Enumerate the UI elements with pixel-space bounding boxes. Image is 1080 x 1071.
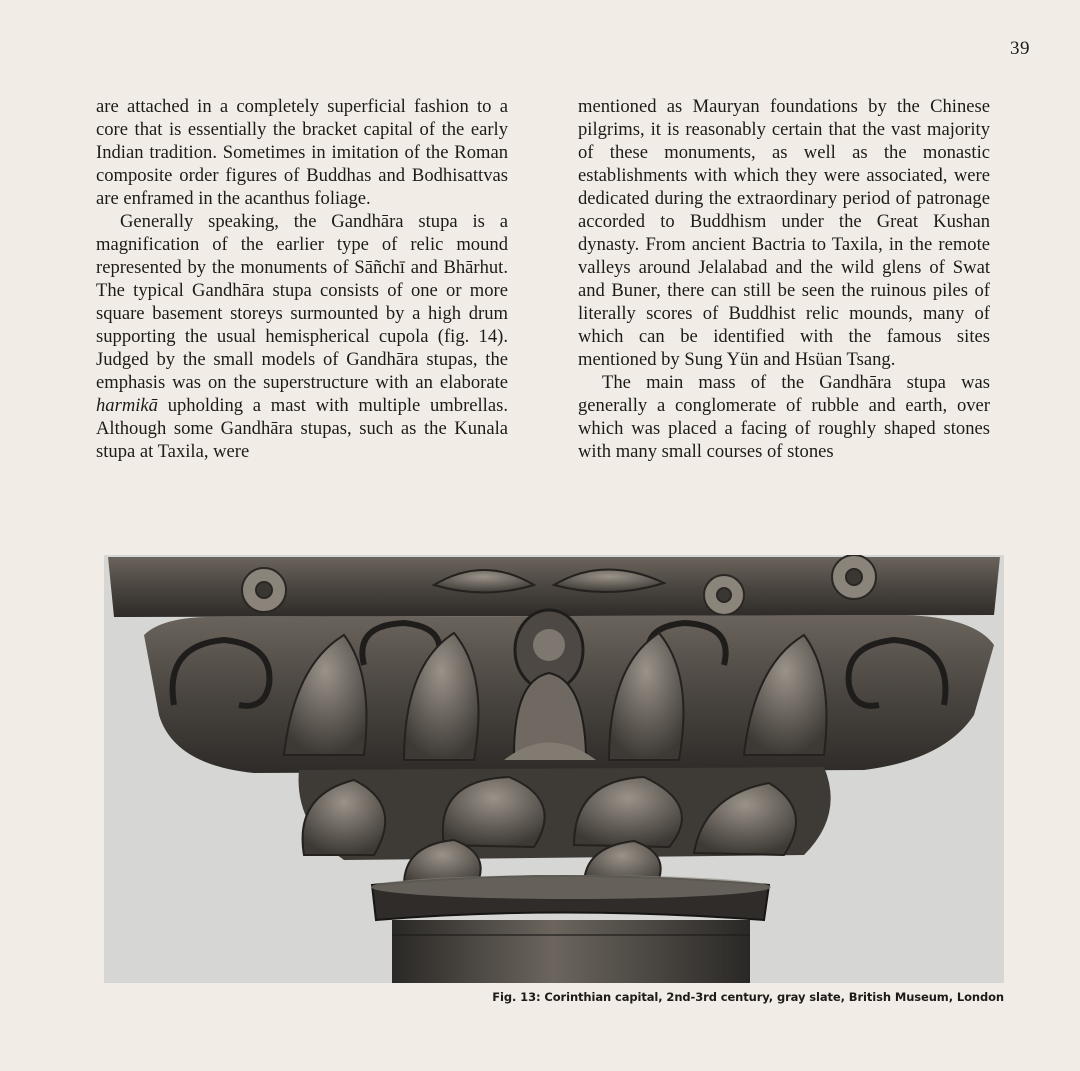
left-paragraph-2-start: Generally speaking, the Gandhāra stupa is a magnification of the earlier type of relic mound represented by the monuments of Sāñchī and Bhārhut. The typical Gandhāra stupa consists of one or more square basement storeys surmounted by a high drum supporting the usual hemispherical cupola (fig. 14). Judged by the small models of Gandhāra stupas, the emphasis was on the superstructure with an elaborate [96,211,508,393]
right-paragraph-2: The main mass of the Gandhāra stupa was generally a conglomerate of rubble and earth, over which was placed a facing of roughly shaped stones with many small courses of stones [578,372,990,462]
harmika-term: harmikā [96,395,158,416]
right-paragraph-1: mentioned as Mauryan foundations by the Chinese pilgrims, it is reasonably certain that the vast majority of these monuments, as well as the monastic establishments with which they were associated, were dedicated during the extraordinary period of patronage accorded to Buddhism under the Great Kushan dynasty. From ancient Bactria to Taxila, in the remote valleys around Jelalabad and the wild glens of Swat and Buner, there can still be seen the ruinous piles of literally scores of Buddhist relic mounds, many of which can be identified with the famous sites mentioned by Sung Yün and Hsüan Tsang. [578,96,990,370]
left-paragraph-2-end: upholding a mast with multiple umbrellas. Although some Gandhāra stupas, such as the Kunala stupa at Taxila, were [96,395,508,462]
left-paragraph-2 [96,210,508,463]
corinthian-capital-image [104,555,1004,983]
right-text-column [578,95,990,463]
page-number: 39 [1010,38,1030,59]
capital-photograph [104,555,1004,983]
left-text-column [96,95,508,463]
left-paragraph-1: are attached in a completely superficial fashion to a core that is essentially the bracket capital of the early Indian tradition. Sometimes in imitation of the Roman composite order figures of Buddhas and Bodhisattvas are enframed in the acanthus foliage. [96,96,508,209]
figure-caption: Fig. 13: Corinthian capital, 2nd-3rd century, gray slate, British Museum, London [492,990,1004,1004]
